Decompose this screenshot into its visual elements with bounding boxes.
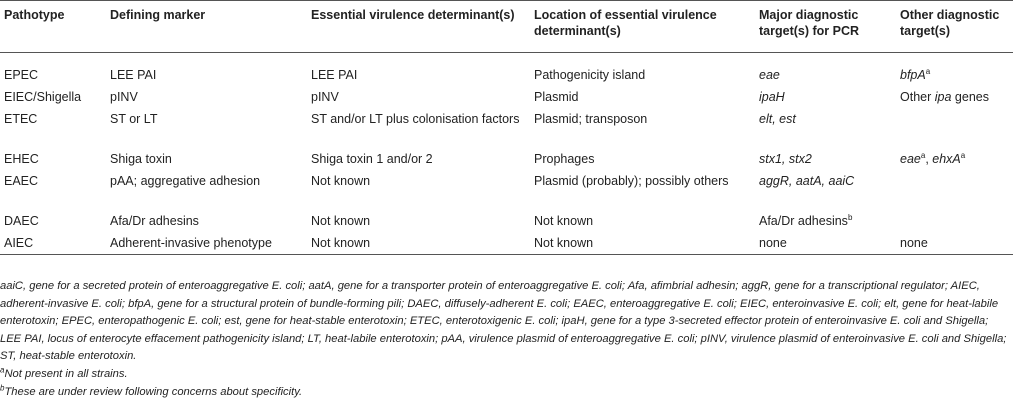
cell-marker: pAA; aggregative adhesion (110, 173, 261, 188)
gene-name: bfpA (900, 68, 926, 82)
header-defining-marker: Defining marker (110, 8, 206, 22)
cell-marker: LEE PAI (110, 68, 157, 82)
table-footnotes (0, 278, 1008, 401)
gene-name: ehxA (932, 151, 961, 166)
cell-marker: Afa/Dr adhesins (110, 213, 199, 228)
footnote-a-text: Not present in all strains. (4, 367, 128, 380)
gene-name: stx1, stx2 (759, 151, 812, 166)
cell-pathotype: AIEC (4, 235, 34, 250)
table-row (0, 233, 1013, 255)
cell-marker: pINV (110, 89, 138, 104)
cell-location: Not known (534, 235, 594, 250)
cell-pathotype: ETEC (4, 111, 38, 126)
cell-other: none (900, 235, 928, 250)
table-row (0, 87, 1013, 109)
cell-other (896, 149, 1013, 171)
table-row (0, 171, 1013, 211)
cell-pcr (755, 171, 896, 211)
footnote-b (0, 384, 1008, 402)
cell-other (896, 211, 1013, 233)
cell-pathotype: EPEC (4, 68, 39, 82)
footnote-marker: a (960, 150, 966, 160)
text-prefix: Other (900, 89, 935, 104)
cell-location: Not known (534, 213, 594, 228)
pcr-text: Afa/Dr adhesins (759, 213, 848, 228)
cell-other (896, 109, 1013, 149)
table-row (0, 53, 1013, 87)
header-location: Location of essential virulence determinant(s) (534, 8, 717, 38)
header-pathotype: Pathotype (4, 8, 65, 22)
cell-pathotype: EHEC (4, 151, 39, 166)
cell-determinant: Not known (311, 173, 371, 188)
cell-location: Prophages (534, 151, 595, 166)
cell-marker: Adherent-invasive phenotype (110, 235, 272, 250)
gene-name: ipaH (759, 89, 785, 104)
header-essential-determinant: Essential virulence determinant(s) (311, 8, 515, 22)
header-pcr-target: Major diagnostic target(s) for PCR (759, 8, 860, 38)
text-suffix: genes (951, 89, 989, 104)
cell-determinant: Not known (311, 213, 371, 228)
footnote-a-mark: a (0, 365, 5, 375)
cell-pathotype: EAEC (4, 173, 39, 188)
header-row (0, 1, 1013, 53)
table-row (0, 211, 1013, 233)
footnote-abbreviations: aaiC, gene for a secreted protein of enteroaggregative E. coli; aatA, gene for a transporter protein of enteroaggregative E. coli; Afa, afimbrial adhesin; aggR, gene for a transcriptional regulator; AIEC, adherent-invasive E. coli; bfpA, gene for a structural protein of bundle-forming pili; DAEC, diffusely-adherent E. coli; EAEC, enteroaggregative E. coli; EIEC, enteroinvasive E. coli; elt, gene for heat-labile enterotoxin; EPEC, enteropathogenic E. coli; est, gene for heat-stable enterotoxin; ETEC, enterotoxigenic E. coli; ipaH, gene for a type 3-secreted effector protein of enteroinvasive E. coli and Shigella; LEE PAI, locus of enterocyte effacement pathogenicity island; LT, heat-labile enterotoxin; pAA, virulence plasmid of enteroaggregative E. coli; pINV, virulence plasmid of enteroinvasive E. coli and Shigella; ST, heat-stable enterotoxin. (0, 280, 1007, 363)
cell-location: Pathogenicity island (534, 68, 646, 82)
cell-determinant: pINV (311, 89, 339, 104)
cell-marker: ST or LT (110, 111, 158, 126)
cell-pathotype: EIEC/Shigella (4, 89, 82, 104)
table-row (0, 109, 1013, 149)
cell-pathotype: DAEC (4, 213, 39, 228)
cell-pcr (755, 87, 896, 109)
cell-determinant: Shiga toxin 1 and/or 2 (311, 151, 433, 166)
cell-pcr: none (759, 235, 787, 250)
gene-name: eae (900, 151, 921, 166)
cell-pcr (755, 109, 896, 149)
footnote-a (0, 366, 1008, 384)
table-row (0, 149, 1013, 171)
cell-other (896, 53, 1013, 87)
footnote-marker: a (925, 66, 931, 76)
cell-determinant: Not known (311, 235, 371, 250)
cell-pcr (755, 149, 896, 171)
gene-name: ipa (934, 89, 952, 104)
gene-name: eae (759, 68, 780, 82)
cell-other (896, 87, 1013, 109)
cell-pcr (755, 211, 896, 233)
footnote-marker: b (847, 212, 853, 222)
cell-determinant: LEE PAI (311, 68, 358, 82)
separator: , (925, 151, 933, 166)
cell-location: Plasmid; transposon (534, 111, 648, 126)
footnote-marker: a (920, 150, 926, 160)
gene-name: elt, est (759, 111, 796, 126)
footnote-b-mark: b (0, 382, 5, 392)
cell-location: Plasmid (534, 89, 579, 104)
header-other-target: Other diagnostic target(s) (900, 8, 1000, 38)
cell-marker: Shiga toxin (110, 151, 172, 166)
cell-other (896, 171, 1013, 211)
cell-determinant: ST and/or LT plus colonisation factors (311, 111, 520, 126)
cell-pcr (755, 53, 896, 87)
footnote-b-text: These are under review following concerns about specificity. (4, 385, 303, 398)
cell-location: Plasmid (probably); possibly others (534, 173, 729, 188)
gene-name: aggR, aatA, aaiC (759, 173, 855, 188)
